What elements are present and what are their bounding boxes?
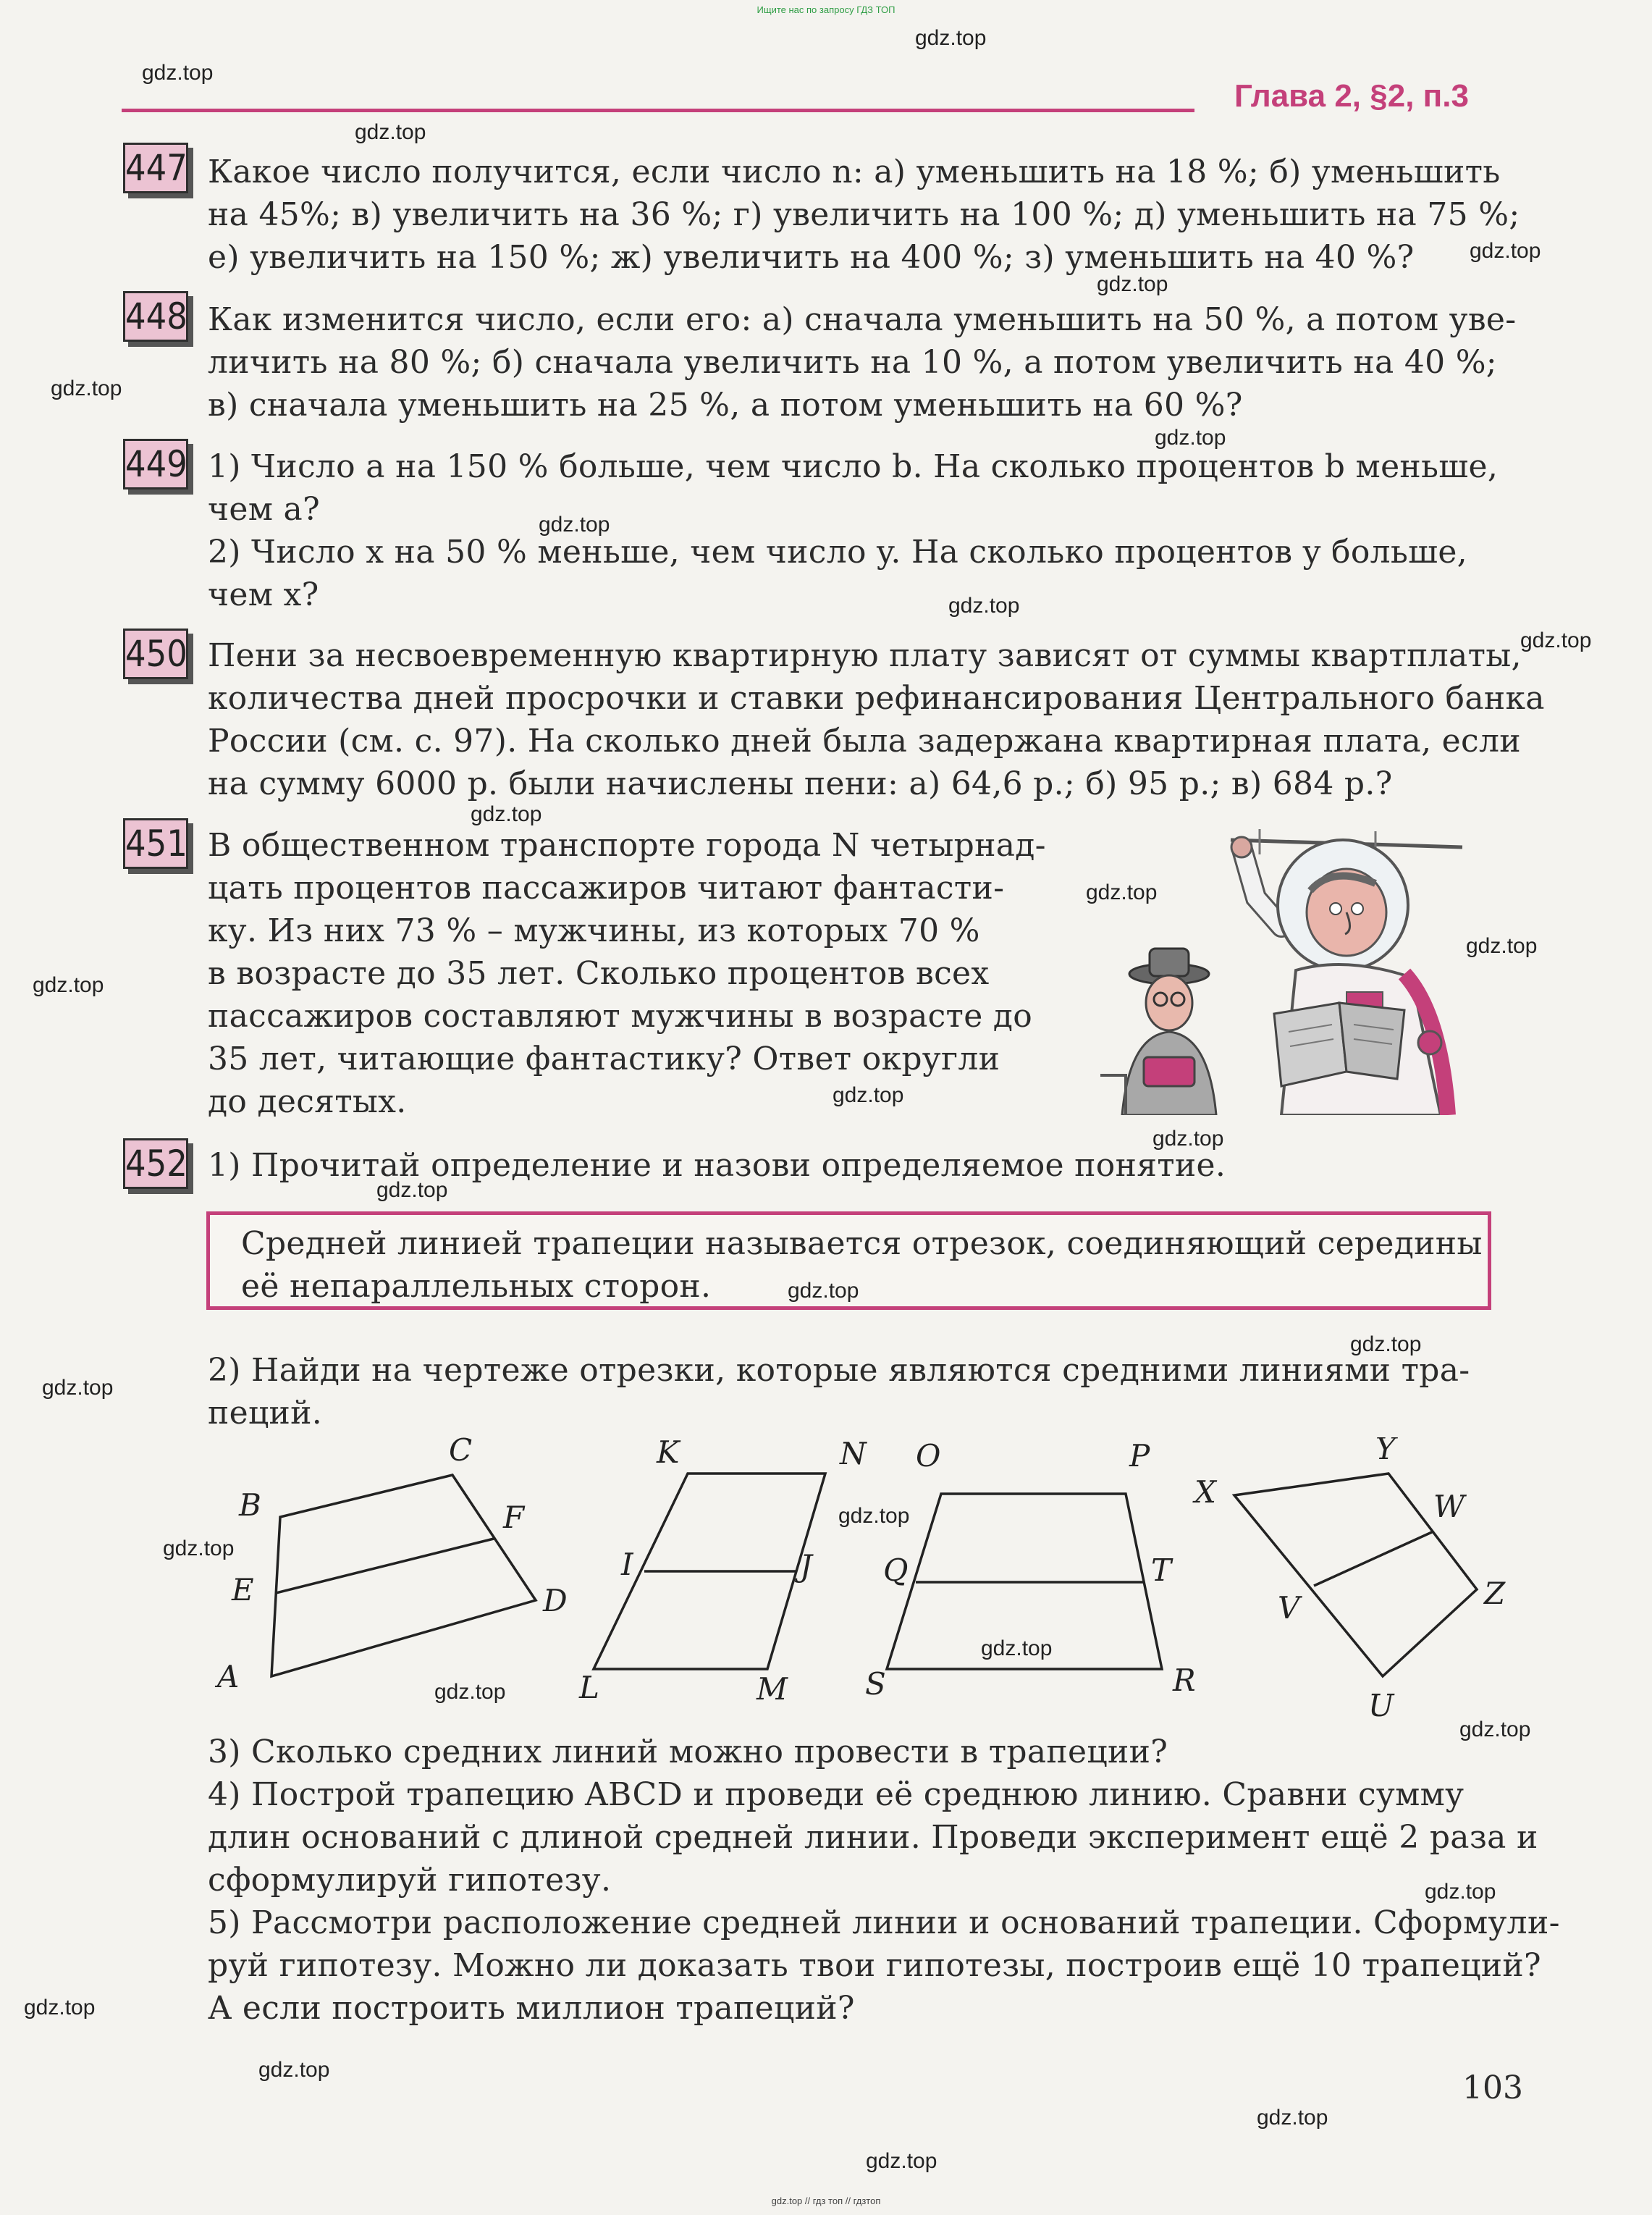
task-452-part4-line-1: 4) Построй трапецию ABCD и проведи её среднюю линию. Сравни сумму [208,1776,1465,1813]
task-448-line-2: личить на 80 %; б) сначала увеличить на 10 %, а потом увеличить на 40 %; [208,344,1497,381]
watermark: gdz.top [838,1504,910,1528]
watermark: gdz.top [471,802,542,826]
label-X: X [1194,1474,1216,1510]
task-451-line-6: 35 лет, читающие фантастику? Ответ округли [208,1041,1000,1077]
task-449-line-4: чем x? [208,576,319,613]
task-447-line-2: на 45%; в) увеличить на 36 %; г) увеличить на 100 %; д) уменьшить на 75 %; [208,196,1520,233]
watermark: gdz.top [1350,1332,1422,1356]
watermark: gdz.top [866,2149,937,2173]
watermark: gdz.top [355,120,426,144]
label-B: B [239,1487,261,1523]
label-D: D [543,1583,568,1618]
watermark: gdz.top [1459,1718,1531,1741]
top-note: Ищите нас по запросу ГДЗ ТОП [757,4,895,15]
watermark: gdz.top [1257,2106,1328,2130]
task-450-line-3: России (см. с. 97). На сколько дней была задержана квартирная плата, если [208,723,1521,760]
task-452-part3-line: 3) Сколько средних линий можно провести в трапеции? [208,1733,1168,1770]
task-450-line-4: на сумму 6000 р. были начислены пени: а) 64,6 р.; б) 95 р.; в) 684 р.? [208,765,1393,802]
chapter-title: Глава 2, §2, п.3 [1234,78,1469,114]
watermark: gdz.top [539,513,610,537]
task-452-part2-line-2: пеций. [208,1395,323,1432]
label-M: M [757,1671,788,1707]
task-452-line-1: 1) Прочитай определение и назови определяемое понятие. [208,1147,1226,1184]
watermark: gdz.top [42,1376,114,1400]
watermark: gdz.top [434,1680,506,1704]
watermark: gdz.top [1520,629,1592,652]
task-451-line-3: ку. Из них 73 % – мужчины, из которых 70 % [208,912,980,949]
watermark: gdz.top [1152,1127,1224,1151]
trapezoids-figure [203,1437,1549,1741]
bottom-note: gdz.top // гдз топ // гдзтоп [771,2195,881,2206]
watermark: gdz.top [948,594,1020,618]
watermark: gdz.top [33,973,104,997]
label-P: P [1129,1438,1150,1474]
task-452-part5-line-1: 5) Рассмотри расположение средней линии и оснований трапеции. Сформули- [208,1904,1560,1941]
task-451-line-4: в возрасте до 35 лет. Сколько процентов всех [208,955,990,992]
label-W: W [1433,1489,1465,1524]
label-K: K [657,1437,680,1470]
task-449-line-3: 2) Число x на 50 % меньше, чем число y. На сколько процентов y больше, [208,534,1467,571]
watermark: gdz.top [833,1083,904,1107]
task-452-part2-line-1: 2) Найди на чертеже отрезки, которые являются средними линиями тра- [208,1352,1470,1389]
watermark: gdz.top [788,1279,859,1303]
task-number-447: 447 [123,143,188,193]
task-447-line-1: Какое число получится, если число n: а) уменьшить на 18 %; б) уменьшить [208,154,1501,190]
task-451-line-5: пассажиров составляют мужчины в возрасте до [208,998,1033,1035]
task-449-line-2: чем a? [208,491,320,528]
watermark: gdz.top [24,1996,96,2019]
page-number: 103 [1462,2069,1523,2106]
task-450-line-2: количества дней просрочки и ставки рефинансирования Центрального банка [208,680,1545,717]
label-C: C [449,1437,473,1468]
task-number-450: 450 [123,629,188,679]
label-Q: Q [883,1552,909,1588]
astronaut-reader-illustration [1100,825,1491,1115]
task-448-line-3: в) сначала уменьшить на 25 %, а потом уменьшить на 60 %? [208,387,1243,424]
label-N: N [840,1437,867,1471]
label-V: V [1278,1590,1300,1626]
watermark: gdz.top [1097,272,1168,296]
label-A: A [217,1659,240,1694]
watermark: gdz.top [915,26,987,50]
task-number-449: 449 [123,439,188,489]
task-number-452: 452 [123,1138,188,1189]
watermark: gdz.top [1425,1880,1496,1904]
task-452-part5-line-3: А если построить миллион трапеций? [208,1990,855,2027]
watermark: gdz.top [51,377,122,400]
label-I: I [621,1547,633,1582]
label-J: J [800,1548,812,1584]
watermark: gdz.top [376,1178,448,1202]
task-449-line-1: 1) Число a на 150 % больше, чем число b. На сколько процентов b меньше, [208,448,1499,485]
label-F: F [503,1500,525,1535]
task-451-line-1: В общественном транспорте города N четырнад- [208,827,1046,864]
label-L: L [579,1670,599,1705]
task-451-line-7: до десятых. [208,1083,407,1120]
task-452-part5-line-2: руй гипотезу. Можно ли доказать твои гипотезы, построив ещё 10 трапеций? [208,1947,1541,1984]
segment-ef [276,1539,494,1593]
watermark: gdz.top [981,1636,1053,1660]
watermark: gdz.top [1466,934,1538,958]
label-S: S [865,1666,886,1702]
task-450-line-1: Пени за несвоевременную квартирную плату зависят от суммы квартплаты, [208,637,1522,674]
label-R: R [1173,1663,1196,1698]
label-T: T [1151,1552,1172,1588]
watermark: gdz.top [142,61,214,85]
watermark: gdz.top [1155,426,1226,450]
label-O: O [916,1438,941,1474]
trapezoid-abcd [271,1475,536,1676]
label-U: U [1368,1688,1394,1723]
label-E: E [232,1572,254,1607]
label-Z: Z [1484,1576,1506,1611]
watermark: gdz.top [258,2058,330,2082]
definition-line-1: Средней линией трапеции называется отрезок, соединяющий середины [241,1225,1483,1262]
task-447-line-3: е) увеличить на 150 %; ж) увеличить на 400 %; з) уменьшить на 40 %? [208,239,1415,276]
task-451-line-2: цать процентов пассажиров читают фантасти- [208,870,1005,907]
task-448-line-1: Как изменится число, если его: а) сначала уменьшить на 50 %, а потом уве- [208,301,1517,338]
label-Y: Y [1375,1437,1396,1466]
segment-vw [1314,1531,1433,1586]
task-number-448: 448 [123,291,188,342]
task-452-part4-line-2: длин оснований с длиной средней линии. Проведи эксперимент ещё 2 раза и [208,1819,1538,1856]
task-452-part4-line-3: сформулируй гипотезу. [208,1862,612,1899]
task-number-451: 451 [123,818,188,869]
watermark: gdz.top [163,1537,235,1560]
watermark: gdz.top [1470,239,1541,263]
watermark: gdz.top [1086,880,1158,904]
header-rule [122,109,1194,112]
definition-line-2: её непараллельных сторон. [241,1268,712,1305]
